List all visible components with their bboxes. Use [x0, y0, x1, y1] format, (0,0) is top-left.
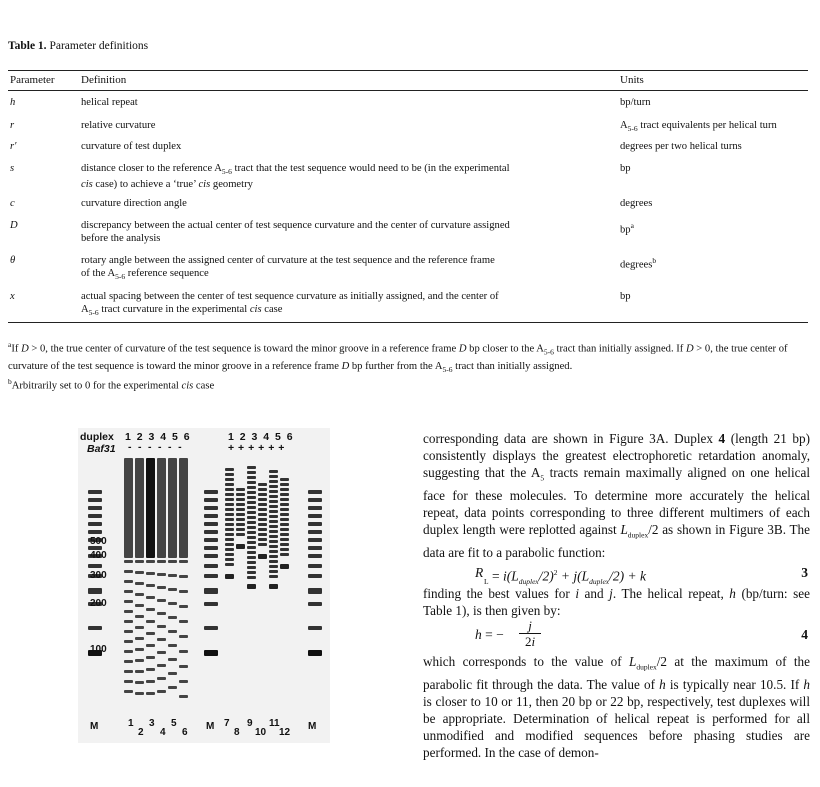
gel-band — [258, 523, 267, 526]
table-bottom-rule — [8, 322, 808, 323]
definition-cell: helical repeat — [81, 97, 138, 108]
gel-band — [269, 515, 278, 518]
gel-band — [124, 640, 133, 643]
gel-band — [236, 513, 245, 516]
gel-band — [124, 650, 133, 653]
gel-band — [247, 566, 256, 569]
gel-band — [168, 672, 177, 675]
gel-band — [269, 495, 278, 498]
gel-smear — [124, 458, 133, 558]
gel-band — [247, 584, 256, 589]
gel-band — [247, 491, 256, 494]
gel-band — [168, 560, 177, 563]
gel-band — [124, 610, 133, 613]
gel-band — [247, 571, 256, 574]
gel-band — [225, 523, 234, 526]
gel-band — [308, 546, 322, 550]
gel-band — [258, 538, 267, 541]
equation-4-body: h = − — [475, 627, 504, 643]
gel-band — [308, 490, 322, 494]
gel-band — [157, 599, 166, 602]
gel-band — [124, 600, 133, 603]
equation-3-number: 3 — [801, 564, 808, 580]
gel-band — [204, 522, 218, 526]
gel-band — [258, 533, 267, 536]
gel-figure — [78, 428, 330, 743]
size-marker-200: 200 — [90, 598, 107, 609]
gel-band — [225, 493, 234, 496]
gel-band — [168, 616, 177, 619]
gel-band — [204, 538, 218, 542]
gel-band — [204, 530, 218, 534]
gel-band — [247, 536, 256, 539]
gel-band — [135, 593, 144, 596]
gel-band — [146, 560, 155, 563]
table-top-rule — [8, 70, 808, 71]
gel-band — [247, 481, 256, 484]
lane-label-10: 10 — [255, 727, 267, 738]
gel-band — [258, 543, 267, 546]
gel-band — [204, 650, 218, 656]
param-cell: θ — [10, 255, 16, 266]
gel-band — [280, 528, 289, 531]
gel-band — [269, 510, 278, 513]
gel-band — [204, 506, 218, 510]
gel-band — [225, 528, 234, 531]
gel-band — [247, 476, 256, 479]
gel-band — [247, 471, 256, 474]
gel-band — [269, 545, 278, 548]
gel-band — [225, 563, 234, 566]
units-cell: degrees — [620, 198, 653, 209]
gel-band — [204, 554, 218, 558]
definition-cell: relative curvature — [81, 120, 156, 131]
gel-band — [280, 518, 289, 521]
gel-band — [269, 530, 278, 533]
gel-band — [135, 670, 144, 673]
gel-band — [157, 625, 166, 628]
header-units: Units — [620, 74, 644, 86]
gel-band — [247, 501, 256, 504]
units-cell: $A_{5-6}$ tract equivalents per helical turn — [620, 120, 777, 134]
param-cell: h — [10, 97, 16, 108]
gel-smear — [168, 458, 177, 558]
gel-band — [157, 690, 166, 693]
gel-band — [179, 695, 188, 698]
gel-band — [247, 556, 256, 559]
duplex-label: duplex — [80, 431, 114, 443]
gel-band — [247, 506, 256, 509]
gel-band — [146, 656, 155, 659]
gel-band — [124, 570, 133, 573]
gel-band — [247, 531, 256, 534]
gel-band — [280, 548, 289, 551]
param-cell: r′ — [10, 141, 17, 152]
minus-marks: - - - - - - — [128, 441, 184, 453]
gel-band — [269, 485, 278, 488]
gel-band — [135, 582, 144, 585]
gel-band — [308, 522, 322, 526]
gel-band — [308, 626, 322, 630]
gel-band — [247, 486, 256, 489]
gel-band — [258, 493, 267, 496]
size-marker-100: 100 — [90, 644, 107, 655]
param-cell: D — [10, 220, 18, 231]
definition-cell: curvature of test duplex — [81, 141, 182, 152]
gel-band — [269, 550, 278, 553]
gel-band — [280, 553, 289, 556]
gel-band — [135, 626, 144, 629]
gel-band — [236, 528, 245, 531]
gel-band — [308, 602, 322, 606]
gel-band — [258, 483, 267, 486]
gel-band — [135, 659, 144, 662]
lane-label-6: 6 — [182, 727, 188, 738]
size-marker-500: 500 — [90, 536, 107, 547]
gel-band — [204, 574, 218, 578]
gel-band — [179, 635, 188, 638]
gel-band — [269, 500, 278, 503]
lane-label-m: M — [308, 721, 317, 732]
gel-band — [168, 658, 177, 661]
gel-band — [236, 518, 245, 521]
units-cell: bp — [620, 163, 631, 174]
gel-band — [88, 522, 102, 526]
gel-band — [225, 574, 234, 579]
gel-band — [258, 498, 267, 501]
gel-band — [280, 483, 289, 486]
gel-band — [247, 516, 256, 519]
gel-band — [179, 560, 188, 563]
gel-band — [124, 620, 133, 623]
gel-band — [157, 586, 166, 589]
gel-band — [146, 668, 155, 671]
gel-band — [308, 554, 322, 558]
gel-band — [269, 475, 278, 478]
gel-band — [258, 488, 267, 491]
gel-band — [88, 498, 102, 502]
gel-band — [236, 493, 245, 496]
gel-band — [204, 626, 218, 630]
gel-band — [124, 580, 133, 583]
gel-band — [157, 573, 166, 576]
gel-band — [168, 644, 177, 647]
gel-band — [269, 570, 278, 573]
gel-band — [135, 571, 144, 574]
gel-band — [258, 503, 267, 506]
gel-band — [204, 514, 218, 518]
gel-band — [247, 511, 256, 514]
gel-band — [280, 488, 289, 491]
gel-band — [236, 508, 245, 511]
body-text — [423, 430, 810, 761]
lane-label-3: 3 — [149, 718, 155, 729]
definition-cell: actual spacing between the center of test sequence curvature as initially assigned, and the center of $A_{5-6}$ tract curvature in the experimental cis case — [81, 291, 499, 318]
gel-band — [225, 518, 234, 521]
gel-band — [179, 680, 188, 683]
lane-numbers-left: 1 2 3 4 5 6 — [125, 431, 192, 443]
gel-band — [135, 648, 144, 651]
lane-label-1: 1 — [128, 718, 134, 729]
gel-band — [247, 521, 256, 524]
gel-band — [308, 650, 322, 656]
lane-label-2: 2 — [138, 727, 144, 738]
gel-band — [247, 496, 256, 499]
gel-band — [269, 505, 278, 508]
gel-band — [247, 551, 256, 554]
gel-band — [225, 508, 234, 511]
gel-band — [225, 468, 234, 471]
gel-band — [269, 575, 278, 578]
param-cell: c — [10, 198, 15, 209]
gel-band — [308, 530, 322, 534]
gel-band — [308, 514, 322, 518]
gel-band — [168, 602, 177, 605]
gel-band — [88, 530, 102, 534]
equation-4: h = − j 2i 4 — [475, 618, 808, 650]
gel-band — [225, 538, 234, 541]
gel-band — [179, 605, 188, 608]
gel-band — [236, 523, 245, 526]
gel-band — [269, 535, 278, 538]
gel-band — [179, 620, 188, 623]
gel-band — [247, 541, 256, 544]
gel-band — [236, 488, 245, 491]
gel-band — [124, 560, 133, 563]
gel-band — [236, 498, 245, 501]
gel-band — [88, 564, 102, 568]
definition-cell: curvature direction angle — [81, 198, 187, 209]
equation-3-body: R — [475, 564, 484, 580]
gel-band — [269, 470, 278, 473]
gel-band — [258, 518, 267, 521]
param-cell: x — [10, 291, 15, 302]
definition-cell: distance closer to the reference $A_{5-6}$ tract that the test sequence would need to be (in the experimental cis case) to achieve a ‘true’ cis geometry — [81, 163, 510, 191]
gel-band — [157, 677, 166, 680]
gel-band — [247, 546, 256, 549]
gel-band — [280, 538, 289, 541]
gel-band — [157, 651, 166, 654]
plus-marks: + + + + + + — [228, 442, 285, 454]
gel-band — [269, 480, 278, 483]
table-caption — [8, 40, 148, 52]
gel-band — [258, 508, 267, 511]
gel-band — [157, 664, 166, 667]
gel-band — [179, 650, 188, 653]
units-cell: degrees per two helical turns — [620, 141, 742, 152]
units-cell: $bp^a$ — [620, 221, 634, 236]
gel-band — [247, 561, 256, 564]
gel-band — [168, 574, 177, 577]
gel-band — [124, 660, 133, 663]
equation-4-number: 4 — [801, 627, 808, 643]
gel-band — [146, 608, 155, 611]
units-cell: bp — [620, 291, 631, 302]
lane-numbers-right: 1 2 3 4 5 6 — [228, 431, 295, 443]
size-marker-300: 300 — [90, 570, 107, 581]
gel-band — [269, 520, 278, 523]
gel-band — [269, 555, 278, 558]
gel-band — [168, 588, 177, 591]
gel-band — [225, 513, 234, 516]
gel-band — [247, 576, 256, 579]
gel-band — [204, 490, 218, 494]
gel-band — [258, 513, 267, 516]
gel-band — [280, 564, 289, 569]
definition-cell: discrepancy between the actual center of test sequence curvature and the center of curvature assigned before the analysis — [81, 220, 510, 244]
gel-band — [225, 498, 234, 501]
gel-band — [157, 560, 166, 563]
body-paragraph: finding the best values for i and j. The helical repeat, h (bp/turn: see Table 1), is then given by: — [423, 585, 810, 619]
gel-band — [280, 478, 289, 481]
footnote-b: $^b$Arbitrarily set to 0 for the experimental cis case — [8, 377, 215, 392]
lane-label-11: 11 — [269, 718, 280, 729]
gel-band — [269, 540, 278, 543]
gel-band — [124, 590, 133, 593]
gel-band — [280, 503, 289, 506]
gel-band — [146, 596, 155, 599]
footnote-a: $^a$If D > 0, the true center of curvature of the test sequence is toward the minor groove in a reference frame D bp closer to the $A_{5-6}$ tract than initially assigned. If D > 0, the true center of curvature of the test sequence is toward the minor groove in a reference frame D bp further from the $A_{5-6}$ tract than initially assigned. — [8, 340, 788, 374]
header-definition: Definition — [81, 74, 127, 86]
gel-band — [280, 523, 289, 526]
gel-band — [204, 546, 218, 550]
gel-band — [236, 533, 245, 536]
gel-band — [204, 588, 218, 594]
gel-band — [280, 513, 289, 516]
gel-band — [225, 488, 234, 491]
gel-band — [204, 564, 218, 568]
units-cell: bp/turn — [620, 97, 651, 108]
gel-band — [88, 588, 102, 594]
gel-band — [124, 680, 133, 683]
gel-band — [269, 525, 278, 528]
gel-band — [225, 478, 234, 481]
gel-band — [146, 572, 155, 575]
gel-band — [225, 553, 234, 556]
gel-band — [308, 574, 322, 578]
param-cell: s — [10, 163, 15, 174]
gel-band — [204, 602, 218, 606]
gel-smear — [135, 458, 144, 558]
lane-label-8: 8 — [234, 727, 240, 738]
gel-band — [135, 692, 144, 695]
gel-band — [124, 670, 133, 673]
gel-band — [225, 533, 234, 536]
header-parameter: Parameter — [10, 74, 55, 86]
gel-band — [280, 533, 289, 536]
gel-band — [88, 514, 102, 518]
gel-band — [157, 638, 166, 641]
gel-band — [124, 690, 133, 693]
gel-band — [225, 558, 234, 561]
lane-label-4: 4 — [160, 727, 166, 738]
gel-band — [225, 473, 234, 476]
lane-label-m: M — [206, 721, 215, 732]
gel-band — [179, 665, 188, 668]
gel-band — [179, 575, 188, 578]
gel-band — [236, 544, 245, 549]
gel-band — [247, 466, 256, 469]
gel-band — [146, 692, 155, 695]
gel-image — [78, 428, 330, 743]
gel-band — [308, 506, 322, 510]
gel-band — [269, 490, 278, 493]
gel-smear — [157, 458, 166, 558]
gel-band — [135, 604, 144, 607]
gel-smear — [146, 458, 155, 558]
gel-band — [280, 498, 289, 501]
gel-band — [269, 560, 278, 563]
baf31-label: Baf31 — [87, 443, 116, 455]
gel-band — [135, 615, 144, 618]
equation-3: R $_L = i(L_{duplex}/2)^2 + j(L_{duplex}/2) + k$ 3 — [475, 564, 808, 587]
gel-band — [146, 632, 155, 635]
gel-band — [280, 543, 289, 546]
gel-band — [225, 503, 234, 506]
body-paragraph: corresponding data are shown in Figure 3A. Duplex 4 (length 21 bp) consistently displays the greatest electrophoretic retardation anomaly, suggesting that the $A_5$ tracts remain maximally aligned on one helical face for these molecules. To determine more accurately the helical repeat, data points corresponding to three different multimers of each duplex length were replotted against $L_{duplex}/2$ as shown in Figure 3B. The data are fit to a parabolic function: — [423, 431, 810, 560]
gel-band — [157, 612, 166, 615]
lane-label-m: M — [90, 721, 99, 732]
gel-band — [168, 630, 177, 633]
gel-band — [308, 588, 322, 594]
gel-band — [269, 584, 278, 589]
gel-band — [225, 548, 234, 551]
gel-band — [269, 565, 278, 568]
table-caption-text: Parameter definitions — [46, 40, 149, 52]
param-cell: r — [10, 120, 15, 131]
gel-band — [146, 620, 155, 623]
gel-band — [146, 680, 155, 683]
gel-band — [88, 490, 102, 494]
gel-band — [135, 560, 144, 563]
gel-band — [146, 584, 155, 587]
gel-band — [135, 681, 144, 684]
gel-band — [88, 506, 102, 510]
gel-band — [308, 564, 322, 568]
lane-label-9: 9 — [247, 718, 253, 729]
gel-band — [146, 644, 155, 647]
lane-label-5: 5 — [171, 718, 177, 729]
gel-band — [124, 630, 133, 633]
gel-band — [236, 503, 245, 506]
gel-smear — [179, 458, 188, 558]
gel-band — [280, 493, 289, 496]
body-paragraph: which corresponds to the value of $L_{duplex}/2$ at the maximum of the parabolic fit through the data. The value of h is typically near 10.5. If h is closer to 10 or 11, then 20 bp or 22 bp, respectively, test duplexes will be appropriate. Determination of helical repeat is performed for all unmodified and modified sequences before phasing studies are performed. In the case of demon- — [423, 654, 811, 761]
table-caption-label: Table 1. — [8, 40, 47, 52]
gel-band — [179, 590, 188, 593]
gel-band — [168, 686, 177, 689]
size-marker-400: 400 — [90, 550, 107, 561]
gel-band — [308, 538, 322, 542]
gel-band — [225, 543, 234, 546]
lane-label-12: 12 — [279, 727, 291, 738]
gel-band — [204, 498, 218, 502]
table-header-rule — [8, 90, 808, 91]
gel-band — [258, 528, 267, 531]
gel-band — [247, 526, 256, 529]
lane-label-7: 7 — [224, 718, 230, 729]
gel-band — [135, 637, 144, 640]
definition-cell: rotary angle between the assigned center of curvature at the test sequence and the reference frame of the $A_{5-6}$ reference sequence — [81, 255, 495, 282]
gel-band — [225, 483, 234, 486]
gel-band — [280, 508, 289, 511]
gel-band — [258, 554, 267, 559]
gel-band — [88, 626, 102, 630]
units-cell: degrees$^b$ — [620, 256, 657, 271]
gel-band — [308, 498, 322, 502]
